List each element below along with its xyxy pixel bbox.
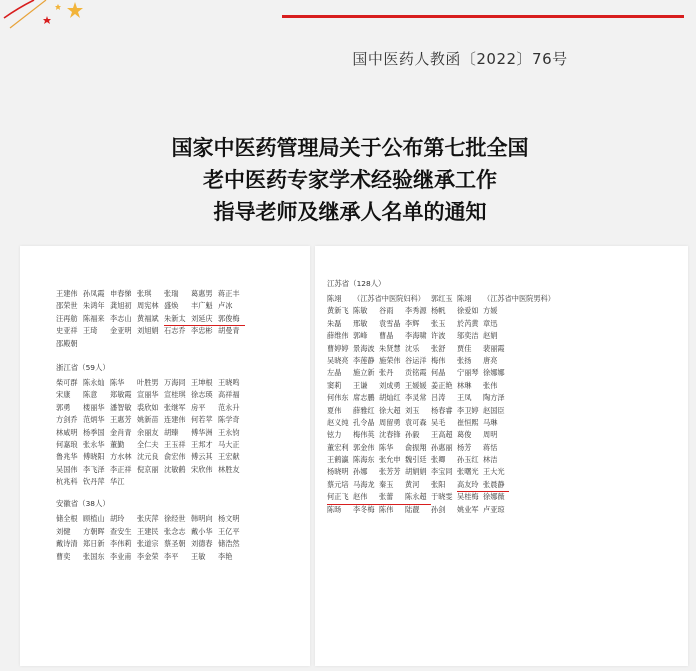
name-cell: 陈学奇 xyxy=(218,415,240,425)
name-cell: 何若苹 xyxy=(191,415,213,425)
name-cell: 朱磊 xyxy=(327,318,342,328)
name-row xyxy=(327,504,561,516)
name-cell: 姜正艳 xyxy=(431,380,453,390)
name-cell: 孙惠丽 xyxy=(431,442,453,452)
name-row xyxy=(327,442,561,454)
name-cell: 刘健 xyxy=(56,526,71,536)
name-row xyxy=(56,389,245,401)
name-cell: 秦玉 xyxy=(379,479,394,489)
name-cell: 何正飞 xyxy=(327,491,353,504)
name-cell: 王媛媛 xyxy=(405,380,427,390)
name-cell: 席志鹏 xyxy=(353,393,375,403)
document-number: 国中医药人教函〔2022〕76号 xyxy=(352,50,568,68)
name-cell: 邵荣世 xyxy=(56,301,78,311)
name-row xyxy=(56,427,245,439)
name-cell: 景海波 xyxy=(353,343,375,353)
province-section xyxy=(56,498,245,563)
name-cell: 宁丽琴 xyxy=(457,368,479,378)
name-cell: 王建民 xyxy=(137,526,159,536)
name-cell: 张曙光 xyxy=(457,467,479,477)
name-cell: 李金荣 xyxy=(137,551,159,561)
name-cell: 房平 xyxy=(191,402,206,412)
name-cell: 方媛 xyxy=(483,306,498,316)
name-cell: 方朝晖 xyxy=(83,526,105,536)
name-cell: 胡灿红 xyxy=(379,393,401,403)
name-cell: 方水林 xyxy=(110,452,132,462)
name-cell: 陈福来 xyxy=(83,313,105,323)
name-cell: 刘玉 xyxy=(405,405,420,415)
name-cell: 郭勇 xyxy=(56,402,71,412)
name-cell: 郭金伟 xyxy=(353,442,375,452)
name-cell: 李业甫 xyxy=(110,551,132,561)
name-cell: 鲁兆华 xyxy=(56,452,78,462)
name-cell: 沈元良 xyxy=(137,452,159,462)
name-cell: 李平 xyxy=(164,551,179,561)
name-cell: 陈敏 xyxy=(353,306,368,316)
name-cell: 陈意 xyxy=(83,390,98,400)
name-row xyxy=(56,313,245,325)
document-title xyxy=(100,132,600,228)
name-cell: 丰广魁 xyxy=(191,301,213,311)
name-cell: 楼丽华 xyxy=(83,402,105,412)
name-cell: 宣丽华 xyxy=(137,390,159,400)
name-cell: 杨晓明 xyxy=(327,467,349,477)
name-cell: 宣桂琪 xyxy=(164,390,186,400)
name-cell: 张卿 xyxy=(431,455,446,465)
name-cell: 张丹 xyxy=(379,368,394,378)
name-cell: 薛维伟 xyxy=(327,331,349,341)
name-cell: 黄河 xyxy=(405,479,420,489)
name-cell: 赵国臣 xyxy=(483,405,505,415)
name-cell: 高友玲 xyxy=(457,479,483,492)
name-cell: 戴小华 xyxy=(191,526,213,536)
section-heading: 浙江省（59人） xyxy=(56,362,110,372)
name-cell: 周明 xyxy=(483,430,498,440)
title-line-1: 国家中医药管理局关于公布第七批全国 xyxy=(171,136,529,160)
name-cell: 贾佳 xyxy=(457,343,472,353)
name-cell: 石志乔 xyxy=(164,326,186,336)
name-row xyxy=(56,377,245,389)
province-section xyxy=(56,362,245,489)
name-cell: 宋康 xyxy=(56,390,71,400)
name-cell: 俞宏伟 xyxy=(164,452,186,462)
name-cell: 裘欣如 xyxy=(137,402,159,412)
name-cell: 郑敏霞 xyxy=(110,390,132,400)
name-cell: 金肖青 xyxy=(110,427,132,437)
name-cell: 马大正 xyxy=(218,439,240,449)
fireworks-decoration-icon xyxy=(0,0,100,30)
name-cell: 左晶 xyxy=(327,368,342,378)
name-cell: 孔令晶 xyxy=(353,417,375,427)
name-cell: 何晶 xyxy=(431,368,446,378)
name-cell: 叶胜男 xyxy=(137,377,159,387)
name-cell: 李志山 xyxy=(110,313,132,323)
name-cell: 陆靓 xyxy=(405,504,420,514)
name-cell: 柴可群 xyxy=(56,377,78,387)
name-cell: 许波 xyxy=(431,331,446,341)
name-cell: 刘延庆 xyxy=(191,313,218,326)
name-cell: 杨文明 xyxy=(218,514,240,524)
name-cell: 陈永灿 xyxy=(83,377,105,387)
name-cell: 马海龙 xyxy=(353,479,375,489)
name-cell: 蔡圣朝 xyxy=(164,539,186,549)
name-cell: 李卫婷 xyxy=(457,405,479,415)
name-cell: 沈敏鹤 xyxy=(164,464,186,474)
name-cell: 龚旭初 xyxy=(110,301,132,311)
name-cell: 徐大超 xyxy=(379,405,401,415)
name-cell: 顾植山 xyxy=(83,514,105,524)
name-row xyxy=(56,538,245,550)
name-cell: 朱新太 xyxy=(164,313,191,326)
name-cell: 张道宗 xyxy=(137,539,159,549)
name-cell: 沈春锋 xyxy=(379,430,401,440)
name-cell: 周留勇 xyxy=(379,417,401,427)
name-cell: 铉力 xyxy=(327,430,342,440)
name-cell: 王邦才 xyxy=(191,439,213,449)
name-cell: 查安生 xyxy=(110,526,132,536)
name-cell: 王敏 xyxy=(191,551,206,561)
name-row xyxy=(56,476,245,488)
name-cell: 张蕾 xyxy=(379,491,405,504)
name-cell: 袁雪晶 xyxy=(379,318,401,328)
name-cell: 史亚祥 xyxy=(56,326,78,336)
name-row xyxy=(327,491,561,503)
name-row xyxy=(56,288,245,300)
name-cell: 谷运洋 xyxy=(405,355,427,365)
name-cell: 张晨静 xyxy=(483,479,509,492)
name-cell: 黄新飞 xyxy=(327,306,349,316)
name-cell: 窦莉 xyxy=(327,380,342,390)
name-cell: 陈翊 xyxy=(327,294,342,303)
name-row xyxy=(327,479,561,491)
name-cell: 于晓雯 xyxy=(431,492,453,502)
name-row xyxy=(327,355,561,367)
name-cell: 唐亮 xyxy=(483,355,498,365)
name-cell: 傅晓阳 xyxy=(83,452,105,462)
name-cell: 万海同 xyxy=(164,377,186,387)
name-cell: 施荣伟 xyxy=(379,355,401,365)
name-cell: 陈华 xyxy=(379,442,394,452)
name-cell: 夏伟 xyxy=(327,405,342,415)
name-cell: 孙毅 xyxy=(405,430,420,440)
name-row xyxy=(327,305,561,317)
name-cell: 李艳 xyxy=(218,551,233,561)
name-cell: 张允申 xyxy=(379,455,401,465)
name-cell: 何伟东 xyxy=(327,393,349,403)
name-cell: 张扬 xyxy=(457,355,472,365)
name-cell: 宋欣伟 xyxy=(191,464,213,474)
jiangsu-name-list xyxy=(327,278,561,516)
name-cell: 邬奕洁 xyxy=(457,331,479,341)
section-heading: 安徽省（38人） xyxy=(56,499,110,509)
name-cell: 盛焕 xyxy=(164,301,179,311)
name-cell: 王永钧 xyxy=(218,427,240,437)
name-cell: 李冬梅 xyxy=(353,504,375,514)
name-cell: 董宏利 xyxy=(327,442,349,452)
name-cell: 邢敏 xyxy=(353,318,368,328)
name-cell: 郭红玉 xyxy=(431,294,453,303)
name-row xyxy=(327,293,561,305)
name-cell: 胡臻 xyxy=(164,427,179,437)
name-cell: 张继军 xyxy=(164,402,186,412)
name-cell: 王谦 xyxy=(353,380,368,390)
name-cell: 杨芳 xyxy=(457,442,472,452)
name-cell: 高祥福 xyxy=(218,390,240,400)
name-cell: 张阳 xyxy=(431,479,446,489)
name-cell: 胡娟娟 xyxy=(405,467,427,477)
name-cell: 戴诗清 xyxy=(56,539,78,549)
name-cell: 王玉祥 xyxy=(164,439,186,449)
name-cell: 卢冰 xyxy=(218,301,233,311)
name-row xyxy=(327,466,561,478)
name-cell: 董勤 xyxy=(110,439,125,449)
name-cell: 金亚明 xyxy=(110,326,132,336)
right-name-list-panel xyxy=(315,246,688,666)
name-cell: 周宪林 xyxy=(137,301,159,311)
name-cell: 王坤根 xyxy=(191,377,213,387)
name-row xyxy=(327,380,561,392)
name-cell: 杨季国 xyxy=(83,427,105,437)
name-cell: 吴桂梅 xyxy=(457,492,479,502)
name-cell: 张琪 xyxy=(137,289,152,298)
name-cell: 储全根 xyxy=(56,514,78,524)
name-cell: 余丽友 xyxy=(137,427,159,437)
name-cell: 魏引廷 xyxy=(405,455,427,465)
name-cell: 陈永超 xyxy=(405,491,431,504)
name-cell: 张玉 xyxy=(431,318,446,328)
name-cell: 李辉 xyxy=(405,318,420,328)
name-row xyxy=(56,439,245,451)
name-cell: 曹晶 xyxy=(379,331,394,341)
name-cell: 姚业军 xyxy=(457,504,479,514)
name-cell: 梅伟英 xyxy=(353,430,375,440)
name-cell: 张国东 xyxy=(83,551,105,561)
name-cell: 李伟莉 xyxy=(110,539,132,549)
name-cell: 张念志 xyxy=(164,526,186,536)
name-cell: 李莲静 xyxy=(353,355,375,365)
name-cell: （江苏省中医院男科） xyxy=(483,294,555,303)
name-cell: 李飞泽 xyxy=(83,464,105,474)
name-cell: 孙娜 xyxy=(353,467,368,477)
name-cell: 王高超 xyxy=(431,430,453,440)
title-line-3: 指导老师及继承人名单的通知 xyxy=(213,200,487,224)
name-cell: 郭峰 xyxy=(353,331,368,341)
name-cell: 朱贤慧 xyxy=(379,343,401,353)
name-cell: 曹奕 xyxy=(56,551,71,561)
name-cell: 於芮黄 xyxy=(457,318,479,328)
name-cell: 吕涛 xyxy=(431,393,446,403)
name-cell: 张永华 xyxy=(83,439,105,449)
name-cell: 邵殿朝 xyxy=(56,338,78,348)
name-cell: 贡铭霞 xyxy=(405,368,427,378)
name-cell: 王琦 xyxy=(83,326,98,336)
name-cell: 汪再舫 xyxy=(56,313,78,323)
name-cell: 张庆萍 xyxy=(137,514,159,524)
province-section xyxy=(56,288,245,350)
name-cell: 李忠彬 xyxy=(191,326,213,336)
name-cell: 马琳 xyxy=(483,417,498,427)
name-cell: 傅云其 xyxy=(191,452,213,462)
name-cell: 吴国伟 xyxy=(56,464,78,474)
name-cell: 胡曼青 xyxy=(218,326,240,336)
name-row xyxy=(327,417,561,429)
name-cell: 朱鸿年 xyxy=(83,301,105,311)
name-row xyxy=(327,343,561,355)
name-cell: 孙玉红 xyxy=(457,455,479,465)
name-cell: 刘德春 xyxy=(191,539,213,549)
name-cell: 卢亚琼 xyxy=(483,504,505,514)
name-row xyxy=(327,392,561,404)
name-cell: 吴毛 xyxy=(431,417,446,427)
title-line-2: 老中医药专家学术经验继承工作 xyxy=(203,168,497,192)
name-cell: 张伟 xyxy=(483,380,498,390)
name-cell: 张瑞 xyxy=(164,289,179,298)
name-cell: 张舒 xyxy=(431,343,446,353)
name-cell: 王晓鸣 xyxy=(218,377,240,387)
name-cell: 王建伟 xyxy=(56,289,78,298)
name-cell: 袁可森 xyxy=(405,417,427,427)
name-row xyxy=(56,414,245,426)
name-row xyxy=(56,402,245,414)
name-cell: （江苏省中医院妇科） xyxy=(353,294,425,303)
name-row xyxy=(327,318,561,330)
name-cell: 葛惠男 xyxy=(191,289,213,298)
name-cell: 徐娜娜 xyxy=(483,368,505,378)
name-cell: 陈海东 xyxy=(353,455,375,465)
name-cell: 钦丹萍 xyxy=(83,477,105,487)
name-cell: 杨春睿 xyxy=(431,405,453,415)
name-row xyxy=(56,325,245,337)
name-row xyxy=(56,513,245,525)
name-cell: 薛雅红 xyxy=(353,405,375,415)
name-cell: 沈乐 xyxy=(405,343,420,353)
name-cell: 林胜友 xyxy=(218,464,240,474)
name-cell: 全仁夫 xyxy=(137,439,159,449)
name-cell: 杨帆 xyxy=(431,306,446,316)
name-cell: 王凤 xyxy=(457,393,472,403)
name-cell: 林琳 xyxy=(457,380,472,390)
name-cell: 胡玲 xyxy=(110,514,125,524)
name-cell: 黄福斌 xyxy=(137,313,159,323)
name-cell: 徐经世 xyxy=(164,514,186,524)
name-cell: 华江 xyxy=(110,477,125,487)
name-cell: 徐娜薇 xyxy=(483,492,505,502)
name-cell: 蔡元培 xyxy=(327,479,349,489)
name-cell: 李海啸 xyxy=(405,331,427,341)
name-cell: 蒋恬 xyxy=(483,442,498,452)
name-cell: 俞振翔 xyxy=(405,442,427,452)
name-row xyxy=(56,526,245,538)
name-cell: 陈翊 xyxy=(457,294,472,303)
name-cell: 章迅 xyxy=(483,318,498,328)
name-cell: 施立新 xyxy=(353,368,375,378)
name-cell: 赵伟 xyxy=(353,491,379,504)
name-cell: 韩明向 xyxy=(191,514,213,524)
name-cell: 傅华洲 xyxy=(191,427,213,437)
name-cell: 吴晓亮 xyxy=(327,355,349,365)
name-cell: 陈旸 xyxy=(327,504,342,514)
name-cell: 刘成勇 xyxy=(379,380,401,390)
name-cell: 赵娟 xyxy=(483,331,498,341)
name-cell: 申春悌 xyxy=(110,289,132,298)
name-cell: 范永升 xyxy=(218,402,240,412)
name-row xyxy=(327,454,561,466)
name-cell: 刘旭娟 xyxy=(137,326,159,336)
name-row xyxy=(56,338,245,350)
name-cell: 孙剑 xyxy=(431,504,446,514)
name-cell: 林咸明 xyxy=(56,427,78,437)
name-row xyxy=(327,405,561,417)
name-cell: 郭俊梅 xyxy=(218,313,245,326)
name-cell: 姚新苗 xyxy=(137,415,159,425)
name-cell: 张芳芳 xyxy=(379,467,401,477)
name-cell: 葛俊 xyxy=(457,430,472,440)
name-cell: 潘智敏 xyxy=(110,402,132,412)
name-cell: 李灵常 xyxy=(405,393,427,403)
name-cell: 林洁 xyxy=(483,455,498,465)
name-row xyxy=(327,330,561,342)
left-name-list-panel xyxy=(20,246,310,666)
name-cell: 陈华 xyxy=(110,377,125,387)
name-row xyxy=(56,551,245,563)
name-cell: 徐志瑛 xyxy=(191,390,213,400)
name-cell: 王惠芳 xyxy=(110,415,132,425)
name-cell: 储浩然 xyxy=(218,539,240,549)
name-cell: 王亿平 xyxy=(218,526,240,536)
name-row xyxy=(327,429,561,441)
name-cell: 方剑乔 xyxy=(56,415,78,425)
name-cell: 曹婷婷 xyxy=(327,343,349,353)
name-cell: 谷雨 xyxy=(379,306,394,316)
name-cell: 何嘉琅 xyxy=(56,439,78,449)
name-cell: 孙凤霞 xyxy=(83,289,105,298)
name-cell: 范炳华 xyxy=(83,415,105,425)
left-name-list xyxy=(56,288,245,573)
name-cell: 梅伟 xyxy=(431,355,446,365)
section-heading: 江苏省（128人） xyxy=(327,279,386,288)
name-cell: 陶方泽 xyxy=(483,393,505,403)
header-rule xyxy=(282,15,684,18)
name-cell: 连建伟 xyxy=(164,415,186,425)
name-cell: 陈伟 xyxy=(379,504,394,514)
name-cell: 崔恒熙 xyxy=(457,417,479,427)
name-cell: 赵义纯 xyxy=(327,417,349,427)
name-cell: 倪京丽 xyxy=(137,464,159,474)
name-cell: 蒋正丰 xyxy=(218,289,240,298)
name-cell: 王大光 xyxy=(483,467,505,477)
name-row xyxy=(56,464,245,476)
name-cell: 杭兆科 xyxy=(56,477,78,487)
name-cell: 李秀源 xyxy=(405,306,427,316)
name-row xyxy=(56,300,245,312)
name-cell: 王鹤瀛 xyxy=(327,455,349,465)
name-cell: 裴丽霞 xyxy=(483,343,505,353)
name-cell: 李宝同 xyxy=(431,467,453,477)
name-cell: 李正祥 xyxy=(110,464,132,474)
name-cell: 郑日新 xyxy=(83,539,105,549)
name-row xyxy=(327,367,561,379)
name-cell: 徐爱如 xyxy=(457,306,479,316)
name-row xyxy=(56,451,245,463)
name-cell: 王宏献 xyxy=(218,452,240,462)
